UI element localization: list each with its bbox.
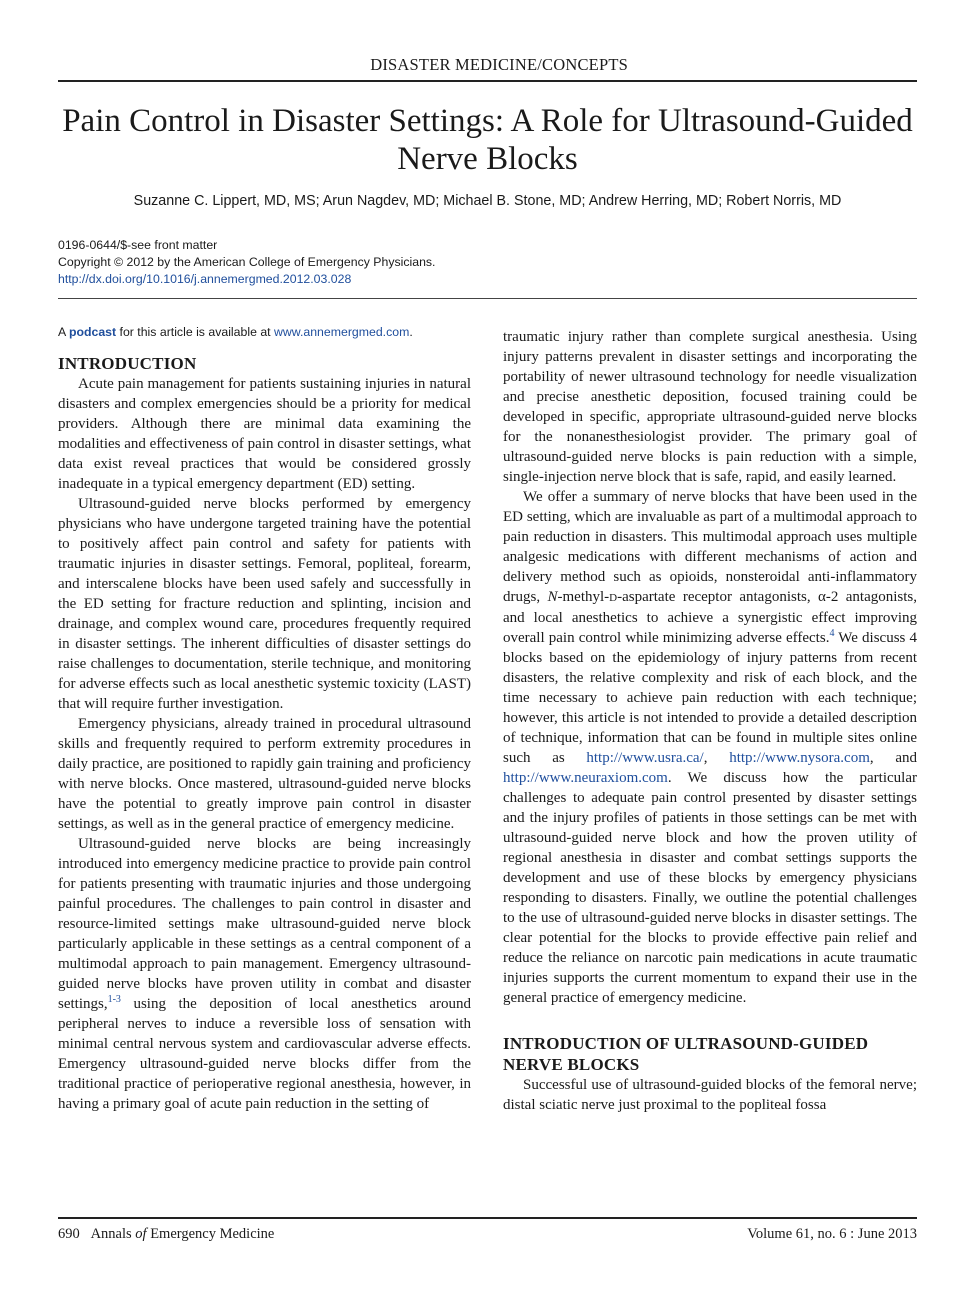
methyl-text: -methyl- xyxy=(557,589,610,605)
volume-info: Volume 61, no. 6 : June 2013 xyxy=(747,1226,917,1242)
url-and: , and xyxy=(869,750,917,766)
header-rule xyxy=(58,80,917,82)
podcast-middle: for this article is available at xyxy=(119,325,271,339)
paragraph-5 xyxy=(503,487,917,1008)
reference-1-3[interactable]: 1-3 xyxy=(107,994,121,1005)
paragraph-1: Acute pain management for patients sustaining injuries in natural disasters and complex emergencies should be a priority for medical providers. Although there are minimal data examining the modalities and effectiveness of pain control in disaster settings, what data exist reveal practices that would be considered grossly inadequate in a typical emergency department (ED) setting. xyxy=(58,376,471,492)
left-column xyxy=(58,324,471,1114)
title-line-1: Pain Control in Disaster Settings: A Role for Ultrasound-Guided xyxy=(62,103,913,139)
journal-site-link[interactable]: www.annemergmed.com xyxy=(274,325,410,339)
nysora-link[interactable]: http://www.nysora.com xyxy=(729,750,870,766)
paragraph-5-text-b: -aspartate receptor antagonists, α-2 antagonists, and local anesthetics to achieve a synergistic effect improving overall pain control while minimizing adverse effects. xyxy=(503,589,918,646)
paragraph-5-text-c: We discuss 4 blocks based on the epidemiology of injury patterns from recent disasters, the relative complexity and risk of each block, and the time necessary to achieve pain reduction with each technique; however, this article is not intended to provide a detailed description of technique, information that can be found in multiple sites online such as xyxy=(503,630,918,766)
footer-left xyxy=(58,1226,274,1243)
n-italic: N xyxy=(547,589,558,605)
article-title xyxy=(40,102,935,178)
podcast-suffix: . xyxy=(409,325,413,339)
journal-name-b: Emergency Medicine xyxy=(150,1226,275,1242)
doi-link[interactable]: http://dx.doi.org/10.1016/j.annemergmed.2012.03.028 xyxy=(58,272,352,286)
paragraph-4 xyxy=(58,834,471,1114)
neuraxiom-link[interactable]: http://www.neuraxiom.com xyxy=(503,770,668,786)
front-matter-rule xyxy=(58,298,917,299)
podcast-link[interactable]: podcast xyxy=(68,325,117,339)
paragraph-2: Ultrasound-guided nerve blocks performed by emergency physicians who have undergone targeted training have the potential to positively affect pain control and safety for patients with traumatic injuries in disaster settings. Femoral, popliteal, forearm, and interscalene blocks have been used safely and successfully in the ED setting for fracture reduction and splinting, incision and drainage, and complex wound care, procedures frequently required in disaster settings. The inherent difficulties of disaster settings do raise challenges to documentation, sterile technique, and monitoring for adverse effects such as local anesthetic systemic toxicity (LAST) that will require further investigation. xyxy=(58,496,471,712)
paragraph-4-continued: traumatic injury rather than complete surgical anesthesia. Using injury patterns prevalent in disaster settings and incorporating the portability of newer ultrasound technology for needle visualization and precise anesthetic deposition, focused training could be developed in specific, appropriate ultrasound-guided nerve blocks for the nonanesthesiologist provider. The primary goal of ultrasound-guided nerve blocks is pain reduction with a simple, single-injection nerve block that is safe, rapid, and easily learned. xyxy=(503,329,917,485)
author-list: Suzanne C. Lippert, MD, MS; Arun Nagdev, MD; Michael B. Stone, MD; Andrew Herring, MD; Robert Norris, MD xyxy=(133,193,842,209)
reference-4[interactable]: 4 xyxy=(829,628,835,639)
page-number: 690 xyxy=(58,1226,80,1242)
usra-link[interactable]: http://www.usra.ca/ xyxy=(586,750,704,766)
front-matter-price: 0196-0644/$-see front matter xyxy=(58,238,218,252)
journal-name-of: of xyxy=(135,1226,147,1242)
paragraph-4-text-a: Ultrasound-guided nerve blocks are being increasingly introduced into emergency medicine practice to provide pain control for patients presenting with traumatic injuries and those undergoing painful procedures. The challenges to pain control in disaster and resource-limited settings make ultrasound-guided nerve block particularly applicable in these settings as a central component of a multimodal approach to pain management. Emergency ultrasound-guided nerve blocks have proven utility in combat and disaster settings, xyxy=(58,836,471,1012)
copyright-notice: Copyright © 2012 by the American College of Emergency Physicians. xyxy=(58,255,436,269)
journal-name-a: Annals xyxy=(90,1226,132,1242)
d-smallcap: D xyxy=(609,592,618,604)
section-label: DISASTER MEDICINE/CONCEPTS xyxy=(370,55,628,74)
podcast-note xyxy=(58,324,471,341)
right-column xyxy=(503,327,917,1115)
url-separator: , xyxy=(703,750,730,766)
podcast-prefix: A xyxy=(58,325,66,339)
paragraph-5-text-d: . We discuss how the particular challenges to adequate pain control presented by disaster settings and the injury profiles of patients in those settings can be met with ultrasound-guided nerve block and how the proven utility of regional anesthesia in disaster and combat settings supports the development and use of these blocks by emergency physicians responding to disasters. Finally, we outline the potential challenges to the use of ultrasound-guided nerve blocks in disaster settings. The clear potential for the blocks to provide effective pain relief and reduce the reliance on narcotic pain medications in acute traumatic injuries supports the current momentum to expand their use in the general practice of emergency medicine. xyxy=(503,770,917,1006)
paragraph-3: Emergency physicians, already trained in procedural ultrasound skills and frequently required to perform extremity procedures in daily practice, are positioned to rapidly gain training and proficiency with nerve blocks. Once mastered, ultrasound-guided nerve blocks have the potential to greatly improve pain control in disaster settings, as well as in the general practice of emergency medicine. xyxy=(58,716,471,832)
section-2-heading: INTRODUCTION OF ULTRASOUND-GUIDED NERVE BLOCKS xyxy=(503,1034,869,1074)
paragraph-5-text-a: We offer a summary of nerve blocks that have been used in the ED setting, which are invaluable as part of a multimodal approach to pain reduction in disasters. This multimodal approach uses multiple analgesic medications with different mechanisms of action and delivery method such as opioids, nonsteroidal anti-inflammatory drugs, xyxy=(503,489,917,605)
introduction-heading: INTRODUCTION xyxy=(58,354,197,373)
paragraph-4-text-b: using the deposition of local anesthetics around peripheral nerves to induce a reversible loss of sensation with minimal central nervous system and cardiovascular adverse effects. Emergency ultrasound-guided nerve blocks differ from the traditional practice of perioperative regional anesthesia, however, in having a primary goal of acute pain reduction in the setting of xyxy=(58,996,471,1112)
footer-rule xyxy=(58,1217,917,1219)
paragraph-6: Successful use of ultrasound-guided blocks of the femoral nerve; distal sciatic nerve just proximal to the popliteal fossa xyxy=(503,1077,917,1113)
title-line-2: Nerve Blocks xyxy=(397,141,578,177)
front-matter xyxy=(58,237,758,288)
